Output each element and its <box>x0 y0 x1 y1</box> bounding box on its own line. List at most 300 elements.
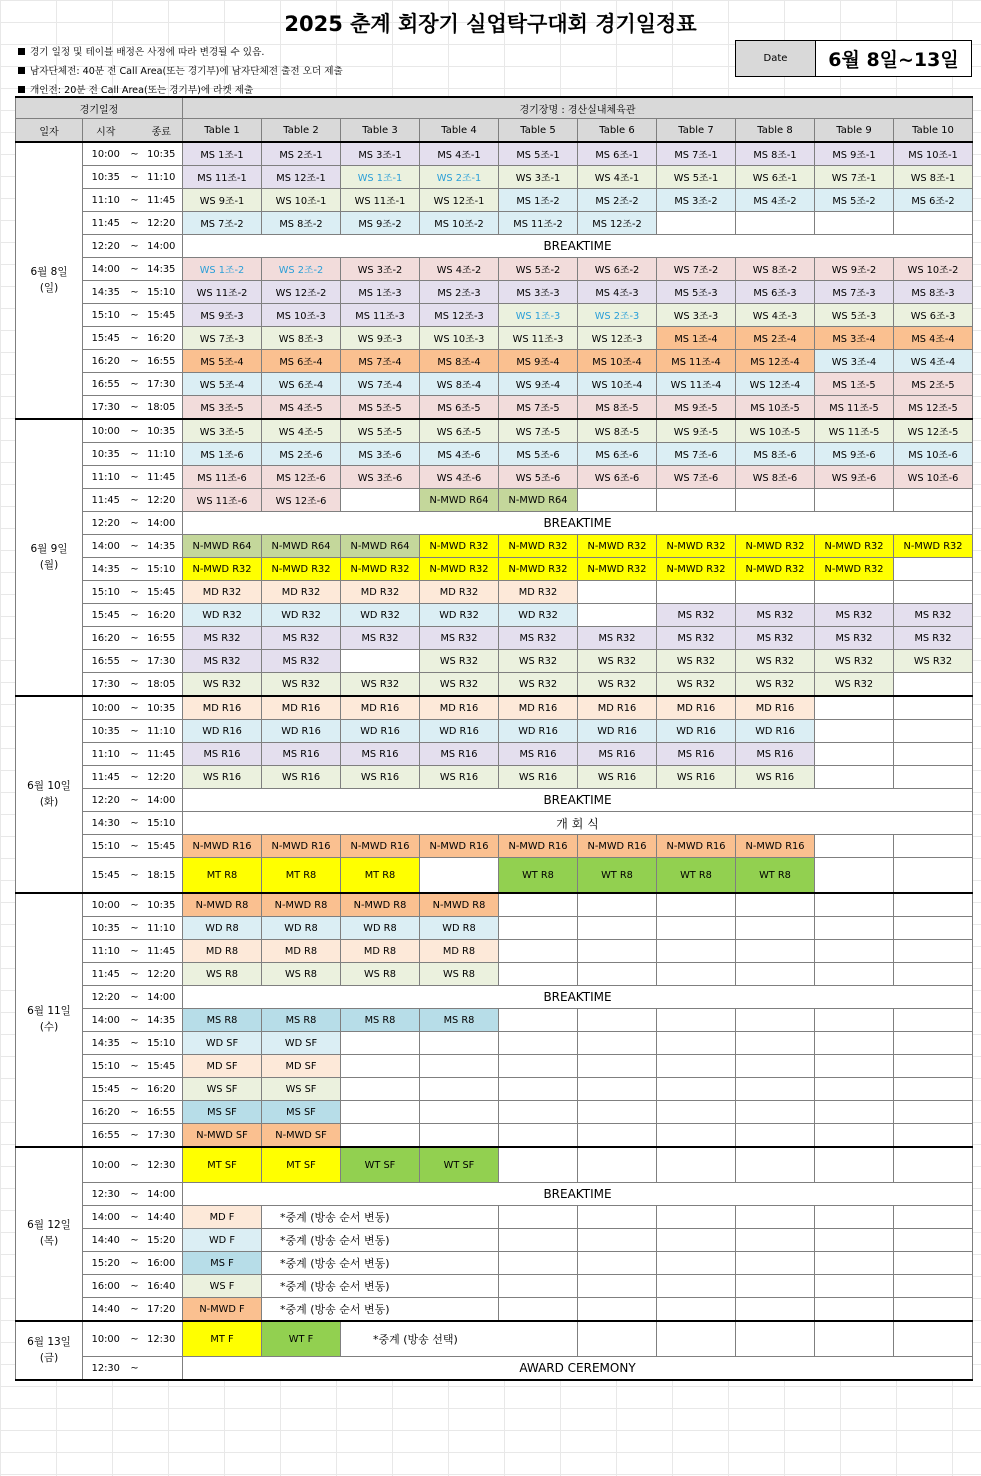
match-cell: MS R32 <box>262 650 341 673</box>
schedule-row <box>16 1032 973 1055</box>
start-time: 10:00 <box>83 142 129 166</box>
empty-cell <box>499 893 578 917</box>
match-cell: WS 6조-1 <box>736 166 815 189</box>
empty-cell <box>499 1229 578 1252</box>
start-time: 15:10 <box>83 304 129 327</box>
schedule-group-header: 경기일정 <box>16 97 183 119</box>
match-cell: WT R8 <box>578 858 657 894</box>
match-cell: MD R32 <box>262 581 341 604</box>
end-time: 16:55 <box>141 627 183 650</box>
end-time: 16:00 <box>141 1252 183 1275</box>
match-cell: MD SF <box>262 1055 341 1078</box>
empty-cell <box>815 696 894 720</box>
day-date: 6월 9일 <box>30 542 68 555</box>
match-cell: MS R16 <box>341 743 420 766</box>
match-cell: WD R8 <box>341 917 420 940</box>
match-cell: MS R16 <box>657 743 736 766</box>
match-cell: MS 10조-6 <box>894 443 973 466</box>
match-cell: WS R16 <box>578 766 657 789</box>
match-cell: MS 9조-4 <box>499 350 578 373</box>
match-cell: WS 10조-5 <box>736 419 815 443</box>
match-cell: WS 9조-5 <box>657 419 736 443</box>
final-match-cell: WS F <box>183 1275 262 1298</box>
match-cell: WS 7조-3 <box>183 327 262 350</box>
day-date: 6월 13일 <box>27 1335 71 1348</box>
empty-cell <box>736 1252 815 1275</box>
broadcast-note: *중계 (방송 선택) <box>341 1321 578 1357</box>
time-separator: ~ <box>129 166 141 189</box>
match-cell: WS 11조-6 <box>183 489 262 512</box>
match-cell: MS R16 <box>578 743 657 766</box>
empty-cell <box>578 1009 657 1032</box>
empty-cell <box>815 858 894 894</box>
empty-cell <box>894 558 973 581</box>
time-separator: ~ <box>129 1078 141 1101</box>
match-cell: MS R32 <box>894 604 973 627</box>
empty-cell <box>657 581 736 604</box>
time-separator: ~ <box>129 235 141 258</box>
match-cell: N-MWD R64 <box>499 489 578 512</box>
match-cell: WD R32 <box>341 604 420 627</box>
match-cell: MS 3조-3 <box>499 281 578 304</box>
empty-cell <box>578 1252 657 1275</box>
start-time: 15:45 <box>83 1078 129 1101</box>
empty-cell <box>894 835 973 858</box>
start-time: 11:10 <box>83 466 129 489</box>
match-cell: MS R32 <box>736 627 815 650</box>
match-cell: N-MWD R32 <box>578 535 657 558</box>
schedule-row <box>16 212 973 235</box>
empty-cell <box>815 835 894 858</box>
match-cell: WS 5조-2 <box>499 258 578 281</box>
broadcast-note: *중계 (방송 순서 변동) <box>262 1229 499 1252</box>
empty-cell <box>657 1321 736 1357</box>
time-separator: ~ <box>129 327 141 350</box>
match-cell: N-MWD R16 <box>341 835 420 858</box>
match-cell: N-MWD R32 <box>657 535 736 558</box>
match-cell: WS 9조-2 <box>815 258 894 281</box>
match-cell: MS 8조-3 <box>894 281 973 304</box>
match-cell: WS 12조-2 <box>262 281 341 304</box>
match-cell: WS 1조-1 <box>341 166 420 189</box>
empty-cell <box>815 743 894 766</box>
start-time: 10:00 <box>83 893 129 917</box>
time-separator: ~ <box>129 1101 141 1124</box>
end-time: 11:10 <box>141 917 183 940</box>
match-cell: WS R8 <box>262 963 341 986</box>
match-cell: WS R32 <box>736 673 815 697</box>
empty-cell <box>894 963 973 986</box>
match-cell: WS R32 <box>499 650 578 673</box>
empty-cell <box>578 917 657 940</box>
empty-cell <box>657 489 736 512</box>
match-cell: MD R32 <box>420 581 499 604</box>
match-cell: WS R16 <box>183 766 262 789</box>
empty-cell <box>894 212 973 235</box>
start-time: 11:10 <box>83 940 129 963</box>
empty-cell <box>657 1124 736 1148</box>
match-cell: MS 12조-1 <box>262 166 341 189</box>
schedule-row <box>16 166 973 189</box>
schedule-row <box>16 535 973 558</box>
match-cell: WD SF <box>183 1032 262 1055</box>
empty-cell <box>341 1055 420 1078</box>
time-separator: ~ <box>129 535 141 558</box>
match-cell: WS 11조-4 <box>657 373 736 396</box>
match-cell: WS 10조-4 <box>578 373 657 396</box>
match-cell: WS 12조-1 <box>420 189 499 212</box>
match-cell: WS R32 <box>815 650 894 673</box>
match-cell: MS 11조-2 <box>499 212 578 235</box>
match-cell: MS R16 <box>736 743 815 766</box>
match-cell: MS 8조-1 <box>736 142 815 166</box>
empty-cell <box>657 1101 736 1124</box>
match-cell: WS R32 <box>894 650 973 673</box>
schedule-row <box>16 1252 973 1275</box>
empty-cell <box>736 917 815 940</box>
empty-cell <box>815 1252 894 1275</box>
match-cell: MS R32 <box>420 627 499 650</box>
match-cell: MS 11조-6 <box>183 466 262 489</box>
end-time: 11:45 <box>141 743 183 766</box>
end-time: 14:00 <box>141 235 183 258</box>
end-time: 14:00 <box>141 986 183 1009</box>
empty-cell <box>578 963 657 986</box>
span-event: 개 회 식 <box>183 812 973 835</box>
end-time: 10:35 <box>141 419 183 443</box>
match-cell: MD R8 <box>262 940 341 963</box>
match-cell: N-MWD R32 <box>736 535 815 558</box>
start-column-header: 시작 <box>83 119 129 143</box>
empty-cell <box>736 963 815 986</box>
end-time: 10:35 <box>141 142 183 166</box>
match-cell: MS 5조-6 <box>499 443 578 466</box>
match-cell: WD R16 <box>578 720 657 743</box>
empty-cell <box>657 1055 736 1078</box>
start-time: 15:10 <box>83 581 129 604</box>
empty-cell <box>578 604 657 627</box>
span-event: AWARD CEREMONY <box>183 1357 973 1381</box>
match-cell: MS 5조-4 <box>183 350 262 373</box>
empty-cell <box>499 1055 578 1078</box>
match-cell: MS 4조-3 <box>578 281 657 304</box>
broadcast-note: *중계 (방송 순서 변동) <box>262 1298 499 1322</box>
empty-cell <box>341 1032 420 1055</box>
match-cell: WS R32 <box>736 650 815 673</box>
match-cell: WS 4조-1 <box>578 166 657 189</box>
match-cell: WS 6조-3 <box>894 304 973 327</box>
end-time: 12:30 <box>141 1147 183 1183</box>
schedule-row <box>16 673 973 697</box>
empty-cell <box>499 1298 578 1322</box>
match-cell: N-MWD R32 <box>420 535 499 558</box>
schedule-row <box>16 373 973 396</box>
match-cell: MS 2조-2 <box>578 189 657 212</box>
match-cell: MS 12조-4 <box>736 350 815 373</box>
schedule-row <box>16 1275 973 1298</box>
match-cell: WD R32 <box>499 604 578 627</box>
match-cell: MS SF <box>183 1101 262 1124</box>
match-cell: WS 10조-3 <box>420 327 499 350</box>
venue-header: 경기장명 : 경산실내체육관 <box>183 97 973 119</box>
match-cell: WS R32 <box>657 673 736 697</box>
empty-cell <box>736 1055 815 1078</box>
start-time: 11:10 <box>83 189 129 212</box>
empty-cell <box>894 858 973 894</box>
match-cell: MD R32 <box>499 581 578 604</box>
empty-cell <box>894 1206 973 1229</box>
start-time: 11:45 <box>83 766 129 789</box>
schedule-row <box>16 893 973 917</box>
end-time: 17:30 <box>141 1124 183 1148</box>
schedule-row <box>16 627 973 650</box>
empty-cell <box>894 1009 973 1032</box>
match-cell: MS R16 <box>262 743 341 766</box>
match-cell: MS 11조-3 <box>341 304 420 327</box>
empty-cell <box>578 1275 657 1298</box>
match-cell: WD R16 <box>262 720 341 743</box>
match-cell: MS 3조-5 <box>183 396 262 420</box>
match-cell: WS 12조-3 <box>578 327 657 350</box>
day-weekday: (목) <box>39 1235 59 1247</box>
match-cell: WS R32 <box>341 673 420 697</box>
schedule-row <box>16 1055 973 1078</box>
match-cell: MS 10조-5 <box>736 396 815 420</box>
start-time: 10:35 <box>83 443 129 466</box>
day-cell <box>16 696 83 893</box>
match-cell: WS R32 <box>815 673 894 697</box>
match-cell: N-MWD R16 <box>183 835 262 858</box>
match-cell: WS 6조-6 <box>578 466 657 489</box>
match-cell: WD R16 <box>420 720 499 743</box>
match-cell: MS 3조-6 <box>341 443 420 466</box>
table-header: Table 6 <box>578 119 657 143</box>
end-time: 14:35 <box>141 535 183 558</box>
schedule-row <box>16 1183 973 1206</box>
empty-cell <box>499 1032 578 1055</box>
empty-cell <box>499 1252 578 1275</box>
start-time: 10:00 <box>83 1321 129 1357</box>
match-cell: MS 11조-4 <box>657 350 736 373</box>
table-header: Table 3 <box>341 119 420 143</box>
schedule-row <box>16 650 973 673</box>
match-cell: MD R8 <box>183 940 262 963</box>
schedule-row <box>16 1357 973 1381</box>
empty-cell <box>657 893 736 917</box>
day-weekday: (월) <box>39 558 59 571</box>
match-cell: WS 2조-1 <box>420 166 499 189</box>
empty-cell <box>894 743 973 766</box>
empty-cell <box>815 1124 894 1148</box>
match-cell: WS R16 <box>420 766 499 789</box>
empty-cell <box>499 1124 578 1148</box>
time-separator: ~ <box>129 604 141 627</box>
match-cell: N-MWD R32 <box>578 558 657 581</box>
match-cell: WS 9조-3 <box>341 327 420 350</box>
end-time: 12:30 <box>141 1321 183 1357</box>
match-cell: MS 1조-4 <box>657 327 736 350</box>
empty-cell <box>736 1147 815 1183</box>
empty-cell <box>499 1275 578 1298</box>
end-time: 17:20 <box>141 1298 183 1322</box>
empty-cell <box>815 1055 894 1078</box>
day-weekday: (금) <box>39 1351 59 1364</box>
start-time: 10:00 <box>83 419 129 443</box>
bullet-square-icon <box>18 86 25 93</box>
empty-cell <box>578 581 657 604</box>
match-cell: MS 12조-2 <box>578 212 657 235</box>
empty-cell <box>499 917 578 940</box>
empty-cell <box>578 1321 657 1357</box>
empty-cell <box>894 940 973 963</box>
match-cell: MD R16 <box>262 696 341 720</box>
table-header: Table 10 <box>894 119 973 143</box>
empty-cell <box>657 1032 736 1055</box>
empty-cell <box>578 1032 657 1055</box>
match-cell: WD R16 <box>736 720 815 743</box>
schedule-row <box>16 558 973 581</box>
time-separator: ~ <box>129 466 141 489</box>
span-event: BREAKTIME <box>183 235 973 258</box>
start-time: 11:45 <box>83 963 129 986</box>
empty-cell <box>894 1078 973 1101</box>
match-cell: WS 6조-2 <box>578 258 657 281</box>
start-time: 15:45 <box>83 604 129 627</box>
match-cell: N-MWD R32 <box>894 535 973 558</box>
match-cell: WT SF <box>420 1147 499 1183</box>
start-time: 16:20 <box>83 1101 129 1124</box>
day-column-header: 일자 <box>16 119 83 143</box>
empty-cell <box>578 1078 657 1101</box>
match-cell: WS R16 <box>736 766 815 789</box>
time-separator: ~ <box>129 1183 141 1206</box>
match-cell: WD R32 <box>262 604 341 627</box>
start-time: 16:55 <box>83 373 129 396</box>
end-time: 14:40 <box>141 1206 183 1229</box>
match-cell: MS 8조-4 <box>420 350 499 373</box>
match-cell: WS R16 <box>341 766 420 789</box>
empty-cell <box>736 212 815 235</box>
match-cell: WD R16 <box>499 720 578 743</box>
schedule-row <box>16 963 973 986</box>
start-time: 10:35 <box>83 917 129 940</box>
match-cell: WS 11조-2 <box>183 281 262 304</box>
match-cell: MS 6조-2 <box>894 189 973 212</box>
end-time: 14:00 <box>141 789 183 812</box>
empty-cell <box>736 1009 815 1032</box>
empty-cell <box>894 893 973 917</box>
match-cell: N-MWD R16 <box>736 835 815 858</box>
schedule-row <box>16 466 973 489</box>
time-separator: ~ <box>129 419 141 443</box>
match-cell: N-MWD R8 <box>420 893 499 917</box>
empty-cell <box>578 1055 657 1078</box>
day-cell <box>16 1321 83 1380</box>
empty-cell <box>894 766 973 789</box>
start-time: 14:00 <box>83 258 129 281</box>
end-time: 15:45 <box>141 304 183 327</box>
start-time: 15:10 <box>83 1055 129 1078</box>
match-cell: N-MWD SF <box>262 1124 341 1148</box>
match-cell: MS 8조-5 <box>578 396 657 420</box>
table-header: Table 7 <box>657 119 736 143</box>
schedule-row <box>16 142 973 166</box>
schedule-row <box>16 1206 973 1229</box>
day-weekday: (화) <box>39 795 59 808</box>
empty-cell <box>894 1229 973 1252</box>
end-time: 11:10 <box>141 443 183 466</box>
end-time <box>141 1357 183 1381</box>
empty-cell <box>578 1147 657 1183</box>
time-separator: ~ <box>129 1275 141 1298</box>
start-time: 14:35 <box>83 1032 129 1055</box>
match-cell: WS 9조-1 <box>183 189 262 212</box>
match-cell: WS 5조-6 <box>499 466 578 489</box>
empty-cell <box>341 1101 420 1124</box>
day-cell <box>16 1147 83 1321</box>
match-cell: WD R8 <box>183 917 262 940</box>
empty-cell <box>499 1009 578 1032</box>
time-separator: ~ <box>129 835 141 858</box>
start-time: 12:20 <box>83 235 129 258</box>
time-separator: ~ <box>129 1252 141 1275</box>
empty-cell <box>736 1078 815 1101</box>
time-separator: ~ <box>129 396 141 420</box>
match-cell: MS 10조-3 <box>262 304 341 327</box>
table-header: Table 8 <box>736 119 815 143</box>
match-cell: N-MWD R32 <box>341 558 420 581</box>
match-cell: N-MWD SF <box>183 1124 262 1148</box>
empty-cell <box>499 1078 578 1101</box>
empty-cell <box>341 1078 420 1101</box>
match-cell: WS 1조-2 <box>183 258 262 281</box>
match-cell: MS 5조-1 <box>499 142 578 166</box>
match-cell: MS 11조-1 <box>183 166 262 189</box>
time-separator: ~ <box>129 743 141 766</box>
match-cell: MS R8 <box>341 1009 420 1032</box>
match-cell: WD R32 <box>183 604 262 627</box>
empty-cell <box>420 1101 499 1124</box>
match-cell: WS 7조-6 <box>657 466 736 489</box>
match-cell: WS 12조-4 <box>736 373 815 396</box>
empty-cell <box>499 940 578 963</box>
match-cell: MT R8 <box>262 858 341 894</box>
match-cell: MS 1조-5 <box>815 373 894 396</box>
match-cell: MS 3조-4 <box>815 327 894 350</box>
day-weekday: (수) <box>39 1021 59 1033</box>
match-cell: N-MWD R32 <box>262 558 341 581</box>
empty-cell <box>578 1101 657 1124</box>
time-separator: ~ <box>129 789 141 812</box>
empty-cell <box>499 1206 578 1229</box>
match-cell: WS R8 <box>341 963 420 986</box>
date-label: Date <box>735 40 816 77</box>
end-time: 14:00 <box>141 512 183 535</box>
day-weekday: (일) <box>39 281 59 294</box>
empty-cell <box>815 917 894 940</box>
end-time: 11:45 <box>141 940 183 963</box>
empty-cell <box>657 963 736 986</box>
bullet-square-icon <box>18 67 25 74</box>
match-cell: MS 2조-6 <box>262 443 341 466</box>
start-time: 16:20 <box>83 350 129 373</box>
end-time: 17:30 <box>141 650 183 673</box>
end-time: 10:35 <box>141 696 183 720</box>
start-time: 17:30 <box>83 396 129 420</box>
empty-cell <box>736 581 815 604</box>
empty-cell <box>815 1147 894 1183</box>
match-cell: WS R32 <box>183 673 262 697</box>
